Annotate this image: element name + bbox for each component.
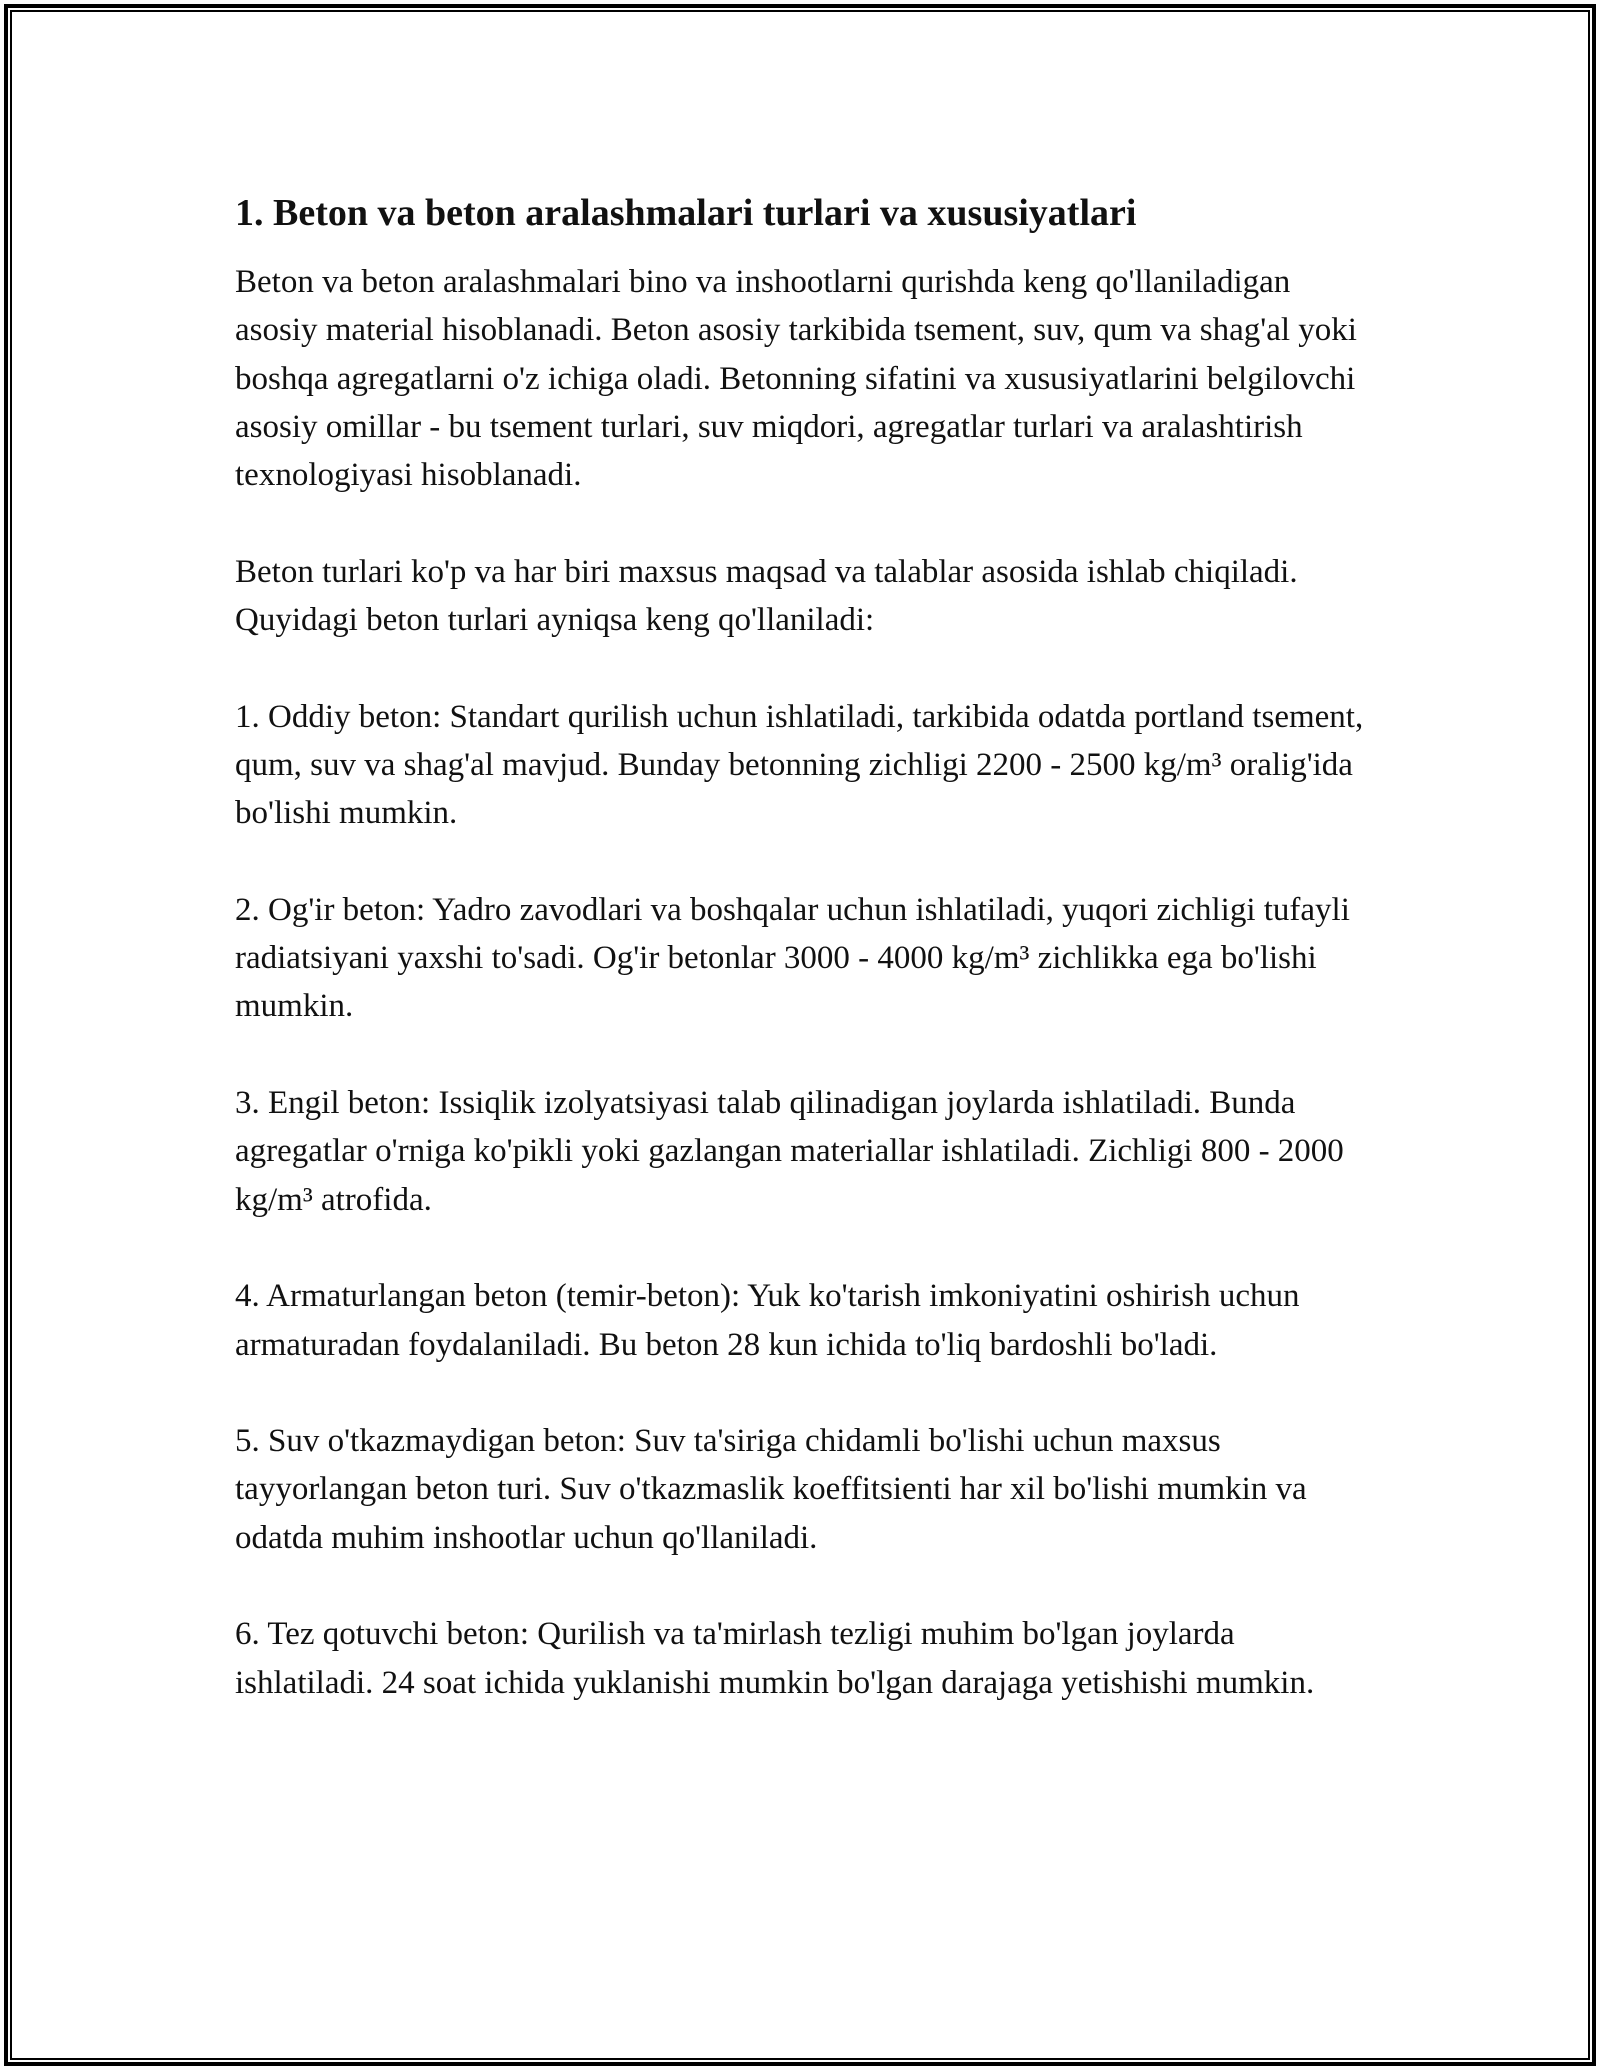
list-item-rapid-hardening-concrete: 6. Tez qotuvchi beton: Qurilish va ta'mirlash tezligi muhim bo'lgan joylarda ishlatiladi. 24 soat ichida yuklanishi mumkin bo'lgan darajaga yetishishi mumkin. xyxy=(235,1616,1315,1701)
list-item-waterproof-concrete: 5. Suv o'tkazmaydigan beton: Suv ta'siriga chidamli bo'lishi uchun maxsus tayyorlangan beton turi. Suv o'tkazmaslik koeffitsienti har xil bo'lishi mumkin va odatda muhim inshootlar uchun qo'llaniladi. xyxy=(235,1423,1307,1556)
list-item-light-concrete: 3. Engil beton: Issiqlik izolyatsiyasi talab qilinadigan joylarda ishlatiladi. Bunda agregatlar o'rniga ko'pikli yoki gazlangan materiallar ishlatiladi. Zichligi 800 - 2000 kg/m³ atrofida. xyxy=(235,1085,1344,1218)
intro-paragraph: Beton va beton aralashmalari bino va inshootlarni qurishda keng qo'llaniladigan asosiy material hisoblanadi. Beton asosiy tarkibida tsement, suv, qum va shag'al yoki boshqa agregatlarni o'z ichiga oladi. Betonning sifatini va xususiyatlarini belgilovchi asosiy omillar - bu tsement turlari, suv miqdori, agregatlar turlari va aralashtirish texnologiyasi hisoblanadi. xyxy=(235,264,1357,494)
list-item-heavy-concrete: 2. Og'ir beton: Yadro zavodlari va boshqalar uchun ishlatiladi, yuqori zichligi tufayli radiatsiyani yaxshi to'sadi. Og'ir betonlar 3000 - 4000 kg/m³ zichlikka ega bo'lishi mumkin. xyxy=(235,891,1350,1025)
document-title: 1. Beton va beton aralashmalari turlari va xususiyatlari xyxy=(235,192,1137,234)
document-body xyxy=(235,188,1375,1755)
types-intro-paragraph: Beton turlari ko'p va har biri maxsus maqsad va talablar asosida ishlab chiqiladi. Quyidagi beton turlari ayniqsa keng qo'llaniladi: xyxy=(235,553,1298,639)
list-item-ordinary-concrete: 1. Oddiy beton: Standart qurilish uchun ishlatiladi, tarkibida odatda portland tsement, qum, suv va shag'al mavjud. Bunday betonning zichligi 2200 - 2500 kg/m³ oralig'ida bo'lishi mumkin. xyxy=(235,698,1364,832)
list-item-reinforced-concrete: 4. Armaturlangan beton (temir-beton): Yuk ko'tarish imkoniyatini oshirish uchun armaturadan foydalaniladi. Bu beton 28 kun ichida to'liq bardoshli bo'ladi. xyxy=(235,1278,1300,1363)
